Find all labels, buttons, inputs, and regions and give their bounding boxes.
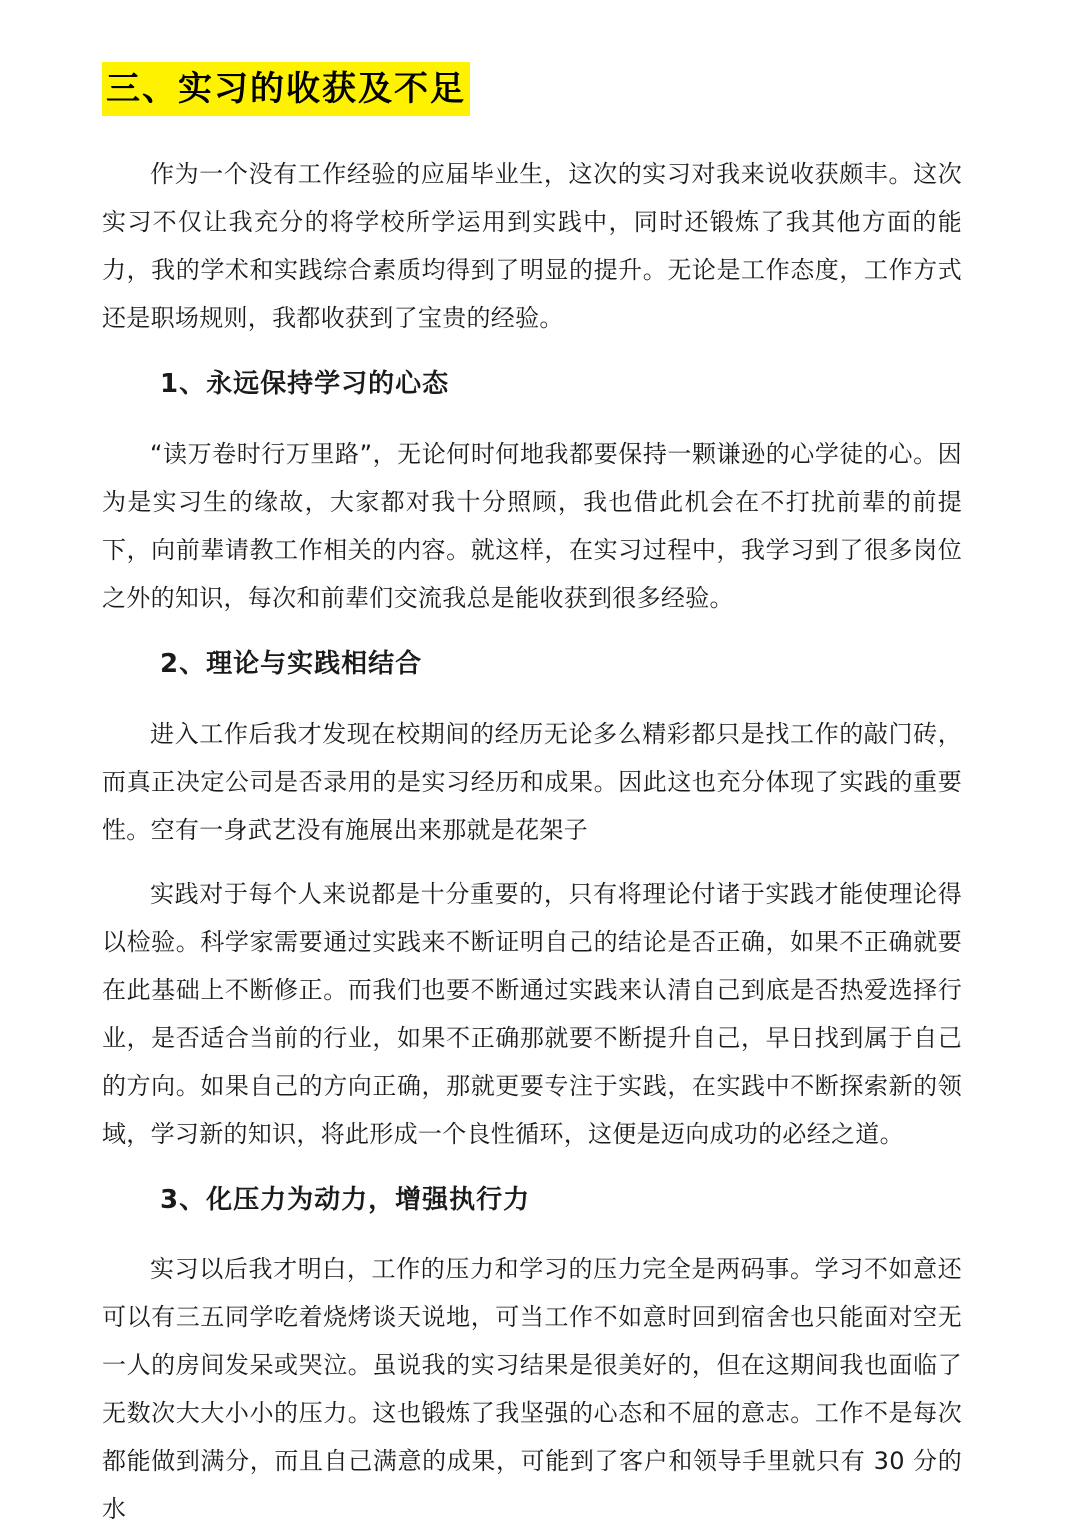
subheading-3: 3、化压力为动力，增强执行力	[160, 1185, 531, 1215]
section-3-paragraph-1: 实习以后我才明白，工作的压力和学习的压力完全是两码事。学习不如意还可以有三五同学吃着烧烤谈天说地，可当工作不如意时回到宿舍也只能面对空无一人的房间发呆或哭泣。虽说我的实习结果是很美好的，但在这期间我也面临了无数次大大小小的压力。这也锻炼了我坚强的心态和不屈的意志。工作不是每次都能做到满分，而且自己满意的成果，可能到了客户和领导手里就只有 30 分的水	[102, 1255, 962, 1523]
section-title: 三、实习的收获及不足	[102, 62, 470, 116]
subheading-2: 2、理论与实践相结合	[160, 649, 423, 679]
subheading-1: 1、永远保持学习的心态	[160, 369, 450, 399]
intro-paragraph: 作为一个没有工作经验的应届毕业生，这次的实习对我来说收获颇丰。这次实习不仅让我充分的将学校所学运用到实践中，同时还锻炼了我其他方面的能力，我的学术和实践综合素质均得到了明显的提升。无论是工作态度，工作方式还是职场规则，我都收获到了宝贵的经验。	[102, 160, 962, 332]
section-2-paragraph-2: 实践对于每个人来说都是十分重要的，只有将理论付诸于实践才能使理论得以检验。科学家需要通过实践来不断证明自己的结论是否正确，如果不正确就要在此基础上不断修正。而我们也要不断通过实践来认清自己到底是否热爱选择行业，是否适合当前的行业，如果不正确那就要不断提升自己，早日找到属于自己的方向。如果自己的方向正确，那就更要专注于实践，在实践中不断探索新的领域，学习新的知识，将此形成一个良性循环，这便是迈向成功的必经之道。	[102, 880, 962, 1148]
section-1-paragraph-1: “读万卷时行万里路”，无论何时何地我都要保持一颗谦逊的心学徒的心。因为是实习生的缘故，大家都对我十分照顾，我也借此机会在不打扰前辈的前提下，向前辈请教工作相关的内容。就这样，在实习过程中，我学习到了很多岗位之外的知识，每次和前辈们交流我总是能收获到很多经验。	[102, 440, 962, 612]
section-2-paragraph-1: 进入工作后我才发现在校期间的经历无论多么精彩都只是找工作的敲门砖，而真正决定公司是否录用的是实习经历和成果。因此这也充分体现了实践的重要性。空有一身武艺没有施展出来那就是花架子	[102, 720, 962, 844]
